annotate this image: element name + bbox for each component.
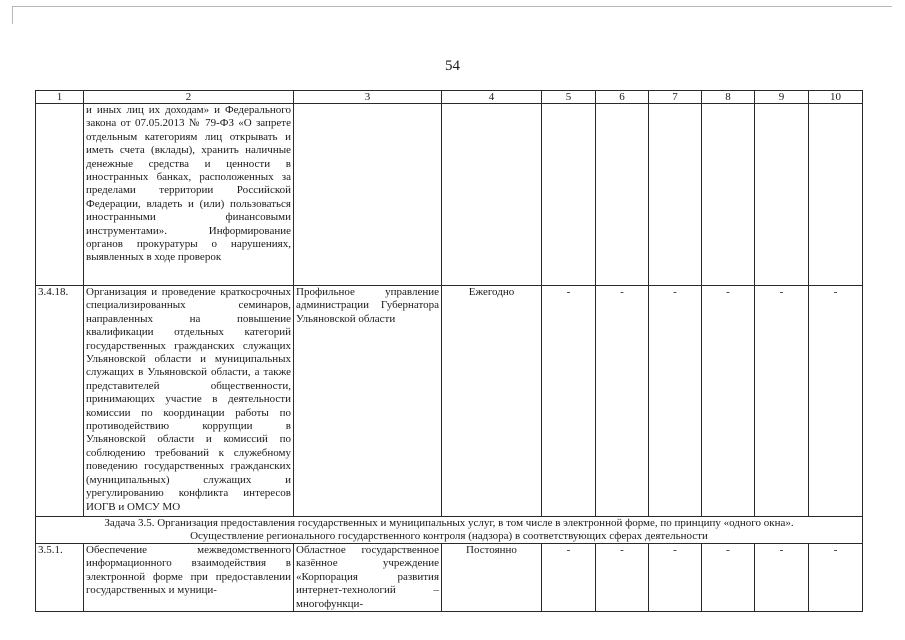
table-row [36,544,863,612]
row-number: 3.5.1. [36,544,84,612]
row-value: - [702,544,755,612]
row-measure: Организация и проведение краткосрочных специализированных семинаров, направленных на повышение квалификации отдельных категорий государственных гражданских служащих Ульяновской области и муниципальных служащих в Ульяновской области, а также представителей общественности, принимающих участие в деятельности комиссии по координации работы по противодействию коррупции в Ульяновской области и комиссий по соблюдению требований к служебному поведению государственных гражданских (муниципальных) служащих и урегулированию конфликта интересов ИОГВ и ОМСУ МО [84,286,294,517]
scan-border-top [12,6,892,7]
column-header: 3 [294,91,442,104]
table-row [36,104,863,286]
row-value [809,104,863,286]
row-value: - [596,286,649,517]
task-heading-row [36,517,863,544]
row-value [702,104,755,286]
row-value: - [809,286,863,517]
task-heading-line: Осуществление регионального государственного контроля (надзора) в соответствующих сферах деятельности [190,530,708,542]
row-measure: Обеспечение межведомственного информационного взаимодействия в электронной форме при предоставлении государственных и муници- [84,544,294,612]
table-row [36,286,863,517]
row-executor [294,104,442,286]
task-heading [36,517,863,544]
row-value: - [542,544,596,612]
row-value: - [755,544,809,612]
column-header: 10 [809,91,863,104]
row-value [596,104,649,286]
row-value: - [649,286,702,517]
row-value: - [702,286,755,517]
measures-table [35,90,863,612]
column-header: 9 [755,91,809,104]
page-number: 54 [445,58,460,74]
column-header: 5 [542,91,596,104]
row-period: Постоянно [442,544,542,612]
column-header: 1 [36,91,84,104]
column-header: 4 [442,91,542,104]
row-value: - [542,286,596,517]
row-number: 3.4.18. [36,286,84,517]
column-header: 8 [702,91,755,104]
row-executor: Профильное управление администрации Губернатора Ульяновской области [294,286,442,517]
row-value [649,104,702,286]
row-value [755,104,809,286]
column-numbers-row [36,91,863,104]
row-measure: и иных лиц их доходам» и Федерального закона от 07.05.2013 № 79-ФЗ «О запрете отдельным категориям лиц открывать и иметь счета (вклады), хранить наличные денежные средства и ценности в иностранных банках, расположенных за пределами территории Российской Федерации, владеть и (или) пользоваться иностранными финансовыми инструментами». Информирование органов прокуратуры о нарушениях, выявленных в ходе проверок [84,104,294,286]
row-number [36,104,84,286]
column-header: 6 [596,91,649,104]
row-value: - [755,286,809,517]
task-heading-line: Задача 3.5. Организация предоставления государственных и муниципальных услуг, в том числе в электронной форме, по принципу «одного окна». [104,517,794,529]
row-value: - [809,544,863,612]
row-value: - [596,544,649,612]
row-value: - [649,544,702,612]
row-executor: Областное государственное казённое учреждение «Корпорация развития интернет-технологий – многофункци- [294,544,442,612]
scan-border-left [12,6,13,24]
column-header: 2 [84,91,294,104]
row-period: Ежегодно [442,286,542,517]
column-header: 7 [649,91,702,104]
row-period [442,104,542,286]
row-value [542,104,596,286]
